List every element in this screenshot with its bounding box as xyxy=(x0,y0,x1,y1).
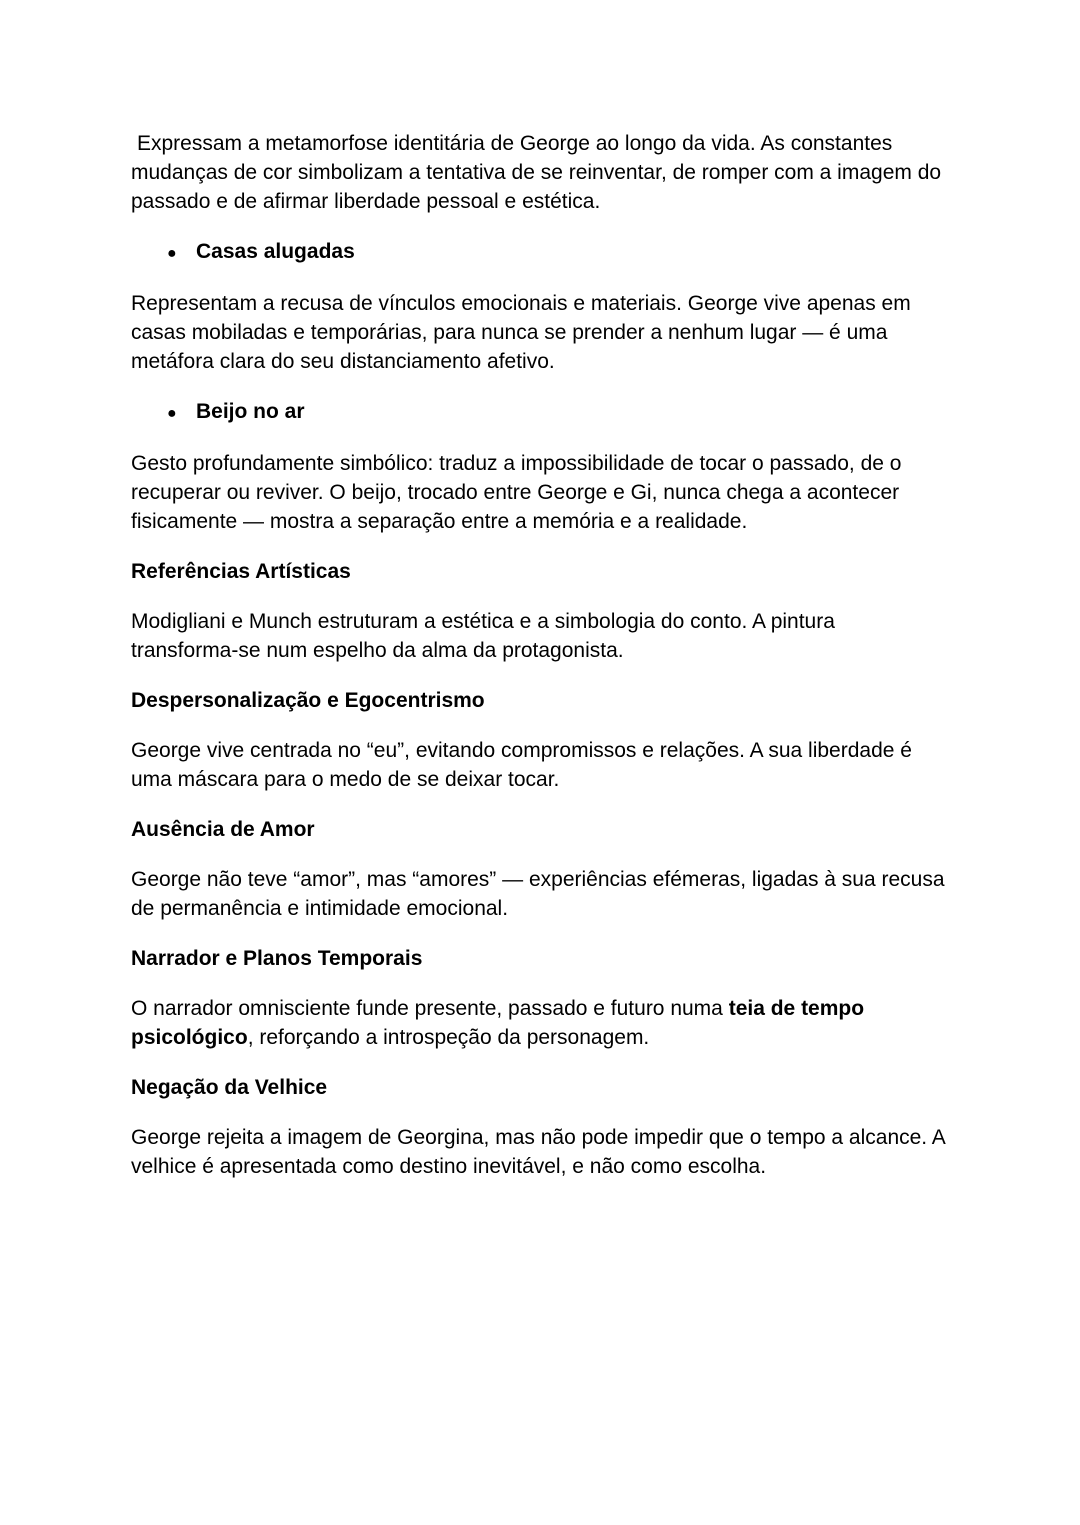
section-heading: Negação da Velhice xyxy=(131,1076,328,1099)
section-body: George não teve “amor”, mas “amores” — experiências efémeras, ligadas à sua recusa de permanência e intimidade emocional. xyxy=(131,868,945,920)
section-body-text: , reforçando a introspeção da personagem. xyxy=(247,1026,650,1049)
bullet-body: Representam a recusa de vínculos emocionais e materiais. George vive apenas em casas mobiladas e temporárias, para nunca se prender a nenhum lugar — é uma metáfora clara do seu distanciamento afetivo. xyxy=(131,292,911,373)
section-body: George rejeita a imagem de Georgina, mas não pode impedir que o tempo a alcance. A velhice é apresentada como destino inevitável, e não como escolha. xyxy=(131,1126,945,1178)
section-body xyxy=(131,994,946,1052)
section-heading: Referências Artísticas xyxy=(131,560,351,583)
section-body-emphasis: teia de tempo psicológico xyxy=(131,997,865,1049)
document-page xyxy=(131,129,946,1202)
section-body-text: O narrador omnisciente funde presente, passado e futuro numa xyxy=(131,997,729,1020)
bullet-body: Gesto profundamente simbólico: traduz a impossibilidade de tocar o passado, de o recuperar ou reviver. O beijo, trocado entre George e Gi, nunca chega a acontecer fisicamente — mostra a separação entre a memória e a realidade. xyxy=(131,452,902,533)
bullet-item-casas-alugadas xyxy=(167,237,946,268)
bullet-icon: ● xyxy=(167,245,177,262)
section-body: Modigliani e Munch estruturam a estética e a simbologia do conto. A pintura transforma-se num espelho da alma da protagonista. xyxy=(131,610,835,662)
bullet-title: Casas alugadas xyxy=(196,240,355,263)
bullet-item-beijo-no-ar xyxy=(167,397,946,428)
intro-paragraph: Expressam a metamorfose identitária de George ao longo da vida. As constantes mudanças de cor simbolizam a tentativa de se reinventar, de romper com a imagem do passado e de afirmar liberdade pessoal e estética. xyxy=(131,132,942,213)
section-heading: Narrador e Planos Temporais xyxy=(131,947,423,970)
bullet-icon: ● xyxy=(167,405,177,422)
section-body: George vive centrada no “eu”, evitando compromissos e relações. A sua liberdade é uma máscara para o medo de se deixar tocar. xyxy=(131,739,912,791)
section-heading: Despersonalização e Egocentrismo xyxy=(131,689,485,712)
section-heading: Ausência de Amor xyxy=(131,818,315,841)
bullet-title: Beijo no ar xyxy=(196,400,305,423)
